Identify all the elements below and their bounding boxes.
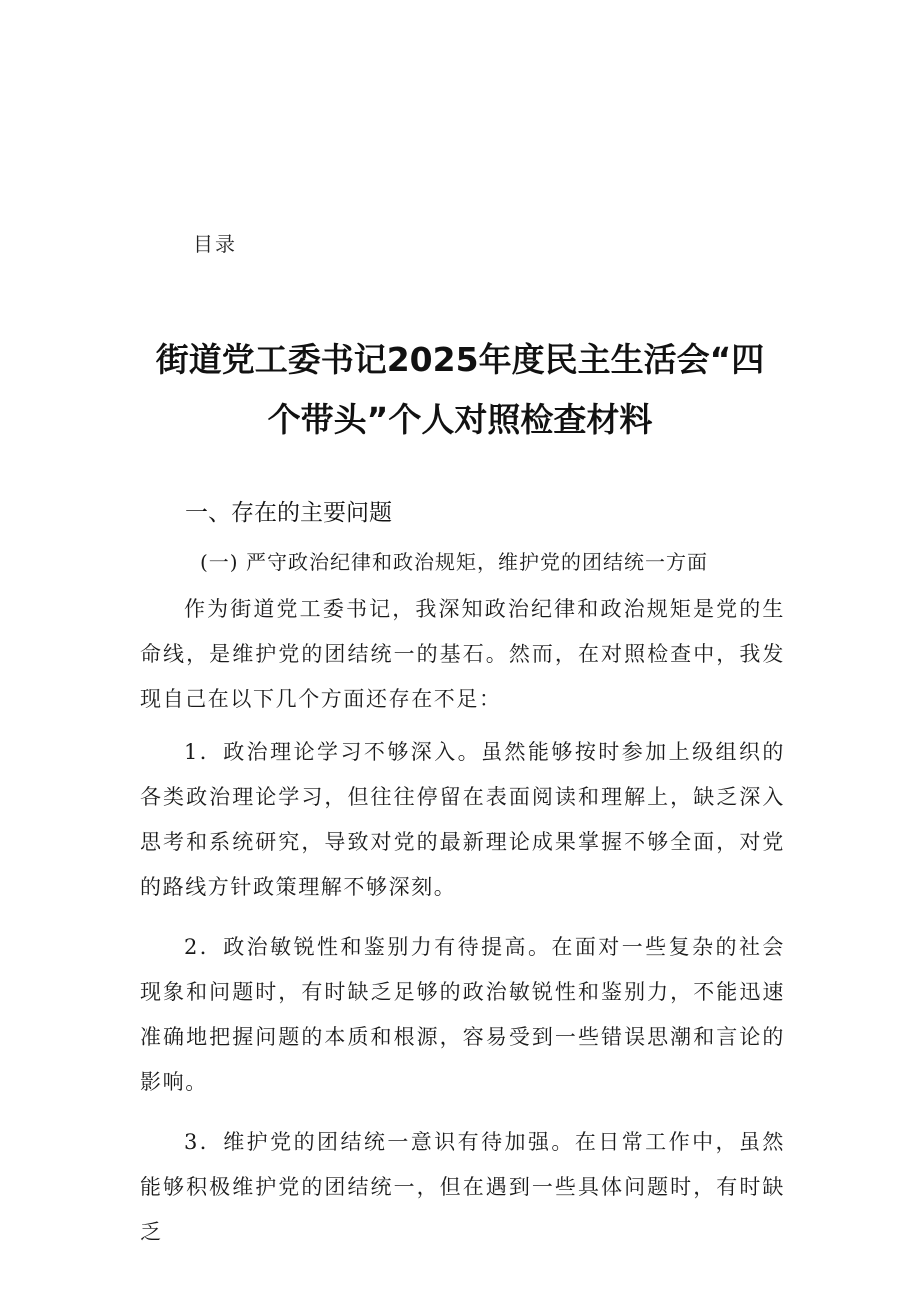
paragraph-item-1: 1．政治理论学习不够深入。虽然能够按时参加上级组织的各类政治理论学习，但往往停留在表面阅读和理解上，缺乏深入思考和系统研究，导致对党的最新理论成果掌握不够全面，对党的路线方针政策理解不够深刻。	[140, 740, 785, 899]
section-heading: 一、存在的主要问题	[185, 500, 392, 526]
paragraph-item-2: 2．政治敏锐性和鉴别力有待提高。在面对一些复杂的社会现象和问题时，有时缺乏足够的政治敏锐性和鉴别力，不能迅速准确地把握问题的本质和根源，容易受到一些错误思潮和言论的影响。	[140, 935, 785, 1094]
toc-label: 目录	[193, 232, 237, 256]
document-title: 街道党工委书记2025年度民主生活会“四个带头”个人对照检查材料	[155, 340, 765, 439]
subsection-heading: (一) 严守政治纪律和政治规矩，维护党的团结统一方面	[200, 550, 708, 574]
paragraph-intro: 作为街道党工委书记，我深知政治纪律和政治规矩是党的生命线，是维护党的团结统一的基石。然而，在对照检查中，我发现自己在以下几个方面还存在不足：	[140, 597, 785, 711]
paragraph-item-3: 3．维护党的团结统一意识有待加强。在日常工作中，虽然能够积极维护党的团结统一，但在遇到一些具体问题时，有时缺乏	[140, 1130, 785, 1244]
